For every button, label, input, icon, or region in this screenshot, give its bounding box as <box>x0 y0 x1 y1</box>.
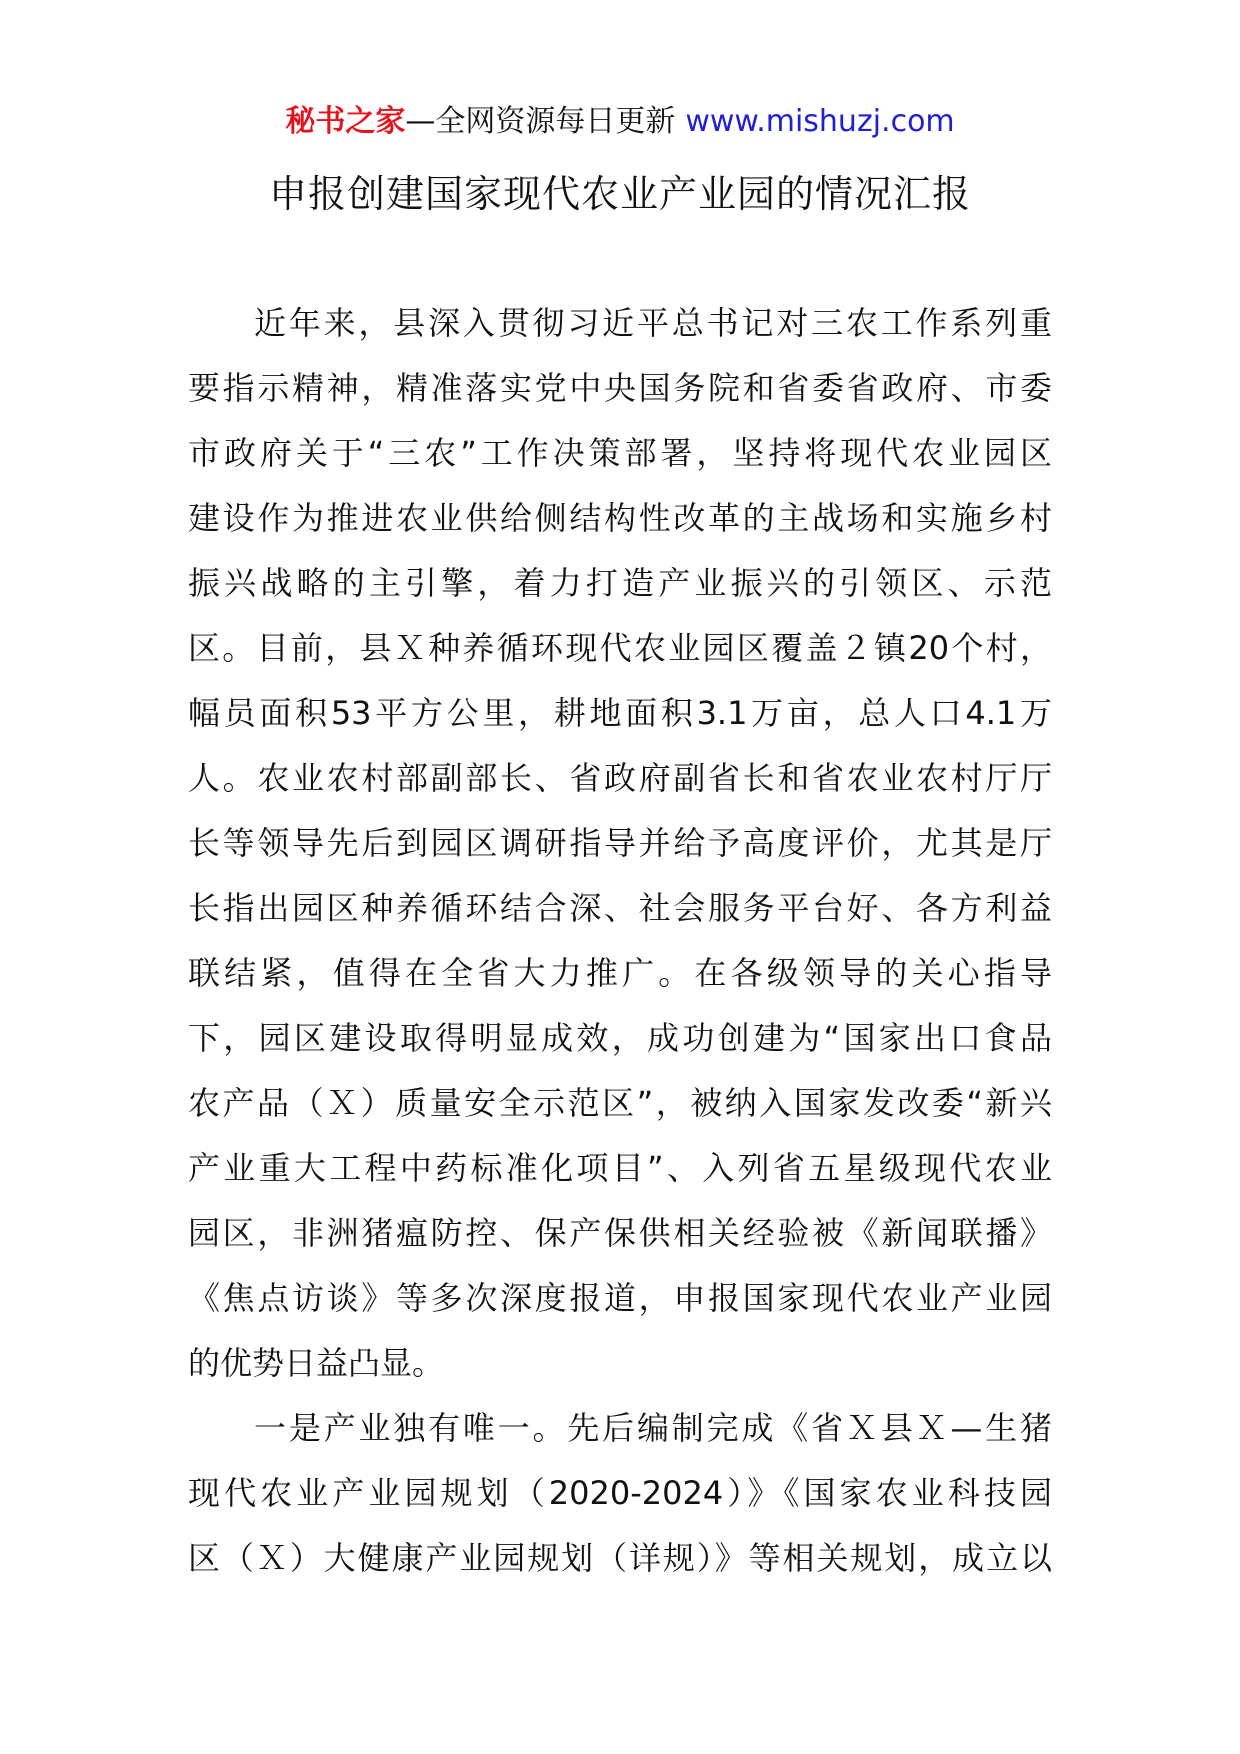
body-line: 一是产业独有唯一。先后编制完成《省Ｘ县Ｘ—生猪 <box>254 1409 1052 1447</box>
body-line: 近年来，县深入贯彻习近平总书记对三农工作系列重 <box>254 304 1052 342</box>
body-line: 区（Ｘ）大健康产业园规划（详规）》等相关规划，成立以 <box>188 1539 1052 1577</box>
document-title: 申报创建国家现代农业产业园的情况汇报 <box>268 172 971 216</box>
site-header <box>0 100 1240 144</box>
body-line: 下，园区建设取得明显成效，成功创建为“国家出口食品 <box>188 1019 1052 1057</box>
body-line: 振兴战略的主引擎，着力打造产业振兴的引领区、示范 <box>188 564 1052 602</box>
body-line: 建设作为推进农业供给侧结构性改革的主战场和实施乡村 <box>188 499 1052 537</box>
body-line: 要指示精神，精准落实党中央国务院和省委省政府、市委 <box>188 369 1052 407</box>
body-line: 联结紧，值得在全省大力推广。在各级领导的关心指导 <box>188 954 1052 992</box>
body-line: 人。农业农村部副部长、省政府副省长和省农业农村厅厅 <box>188 759 1052 797</box>
body-line: 《焦点访谈》等多次深度报道，申报国家现代农业产业园 <box>188 1279 1052 1317</box>
body-line: 长等领导先后到园区调研指导并给予高度评价，尤其是厅 <box>188 824 1052 862</box>
body-line: 现代农业产业园规划（2020-2024）》《国家农业科技园 <box>188 1474 1052 1512</box>
body-line: 园区，非洲猪瘟防控、保产保供相关经验被《新闻联播》 <box>188 1214 1052 1252</box>
document-body <box>188 291 1052 1591</box>
brand-name: 秘书之家 <box>285 104 406 139</box>
body-line: 区。目前，县Ｘ种养循环现代农业园区覆盖２镇20个村， <box>188 629 1052 667</box>
body-line: 农产品（Ｘ）质量安全示范区”，被纳入国家发改委“新兴 <box>188 1084 1052 1122</box>
body-line: 产业重大工程中药标准化项目”、入列省五星级现代农业 <box>188 1149 1052 1187</box>
body-line: 幅员面积53平方公里，耕地面积3.1万亩，总人口4.1万 <box>188 694 1052 732</box>
body-line: 的优势日益凸显。 <box>188 1344 445 1382</box>
body-line: 长指出园区种养循环结合深、社会服务平台好、各方利益 <box>188 889 1052 927</box>
header-tagline: —全网资源每日更新 <box>405 104 676 139</box>
body-line: 市政府关于“三农”工作决策部署，坚持将现代农业园区 <box>188 434 1052 472</box>
site-url[interactable]: www.mishuzj.com <box>685 104 955 139</box>
